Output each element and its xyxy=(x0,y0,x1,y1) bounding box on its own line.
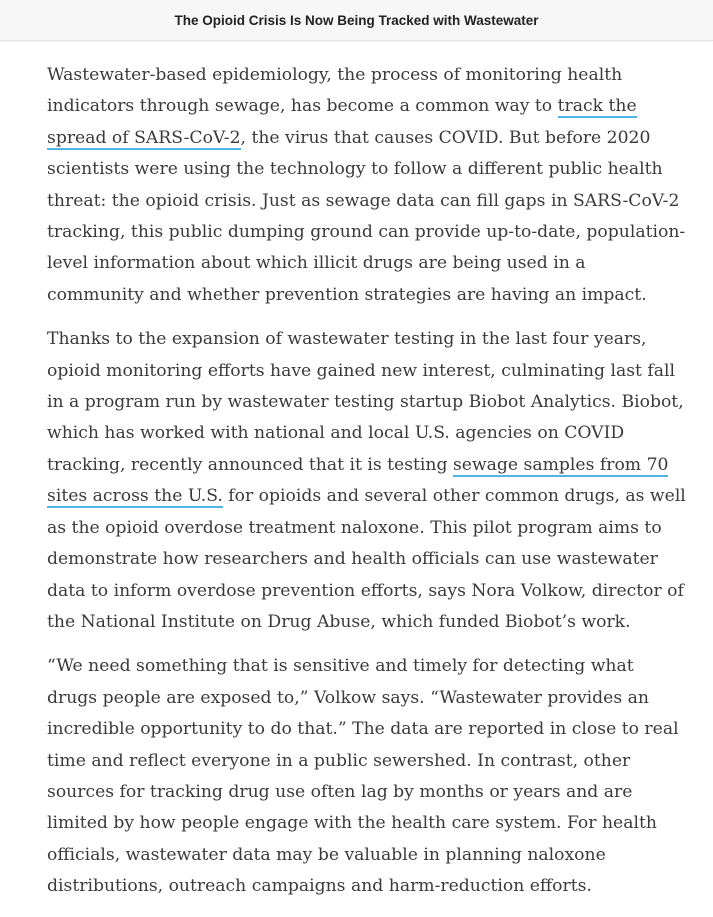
paragraph-2-text-start: Thanks to the expansion of wastewater testing in the last four years, opioid monitoring efforts have gained new interest, culminating last fall in a program run by wastewater testing startup Biobot Analytics. Biobot, which has worked with national and local U.S. agencies on COVID tracking, recently announced that it is testing xyxy=(47,329,684,475)
paragraph-1-text-start: Wastewater-based epidemiology, the process of monitoring health indicators through sewage, has become a common way to xyxy=(47,65,623,117)
article-body xyxy=(47,60,687,916)
article-paragraph-2 xyxy=(47,324,687,638)
paragraph-2-text-end: for opioids and several other common drugs, as well as the opioid overdose treatment naloxone. This pilot program aims to demonstrate how researchers and health officials can use wastewater data to inform overdose prevention efforts, says Nora Volkow, director of the National Institute on Drug Abuse, which funded Biobot’s work. xyxy=(47,486,686,632)
article-title: The Opioid Crisis Is Now Being Tracked with Wastewater xyxy=(174,12,539,28)
article-paragraph-1 xyxy=(47,60,687,311)
article-header-bar xyxy=(0,0,713,41)
sewage-samples-link[interactable]: sewage samples from 70 sites across the U.S. xyxy=(47,454,669,507)
sars-cov-2-tracking-link[interactable]: track the spread of SARS-CoV-2 xyxy=(47,96,637,148)
article-paragraph-3: “We need something that is sensitive and timely for detecting what drugs people are exposed to,” Volkow says. “Wastewater provides an incredible opportunity to do that.” The data are reported in close to real time and reflect everyone in a public sewershed. In contrast, other sources for tracking drug use often lag by months or years and are limited by how people engage with the health care system. For health officials, wastewater data may be valuable in planning naloxone distributions, outreach campaigns and harm-reduction efforts. xyxy=(47,656,679,897)
paragraph-1-text-end: , the virus that causes COVID. But before 2020 scientists were using the technology to follow a different public health threat: the opioid crisis. Just as sewage data can fill gaps in SARS-CoV-2 tracking, this public dumping ground can provide up-to-date, population-level information about which illicit drugs are being used in a community and whether prevention strategies are having an impact. xyxy=(47,127,686,305)
